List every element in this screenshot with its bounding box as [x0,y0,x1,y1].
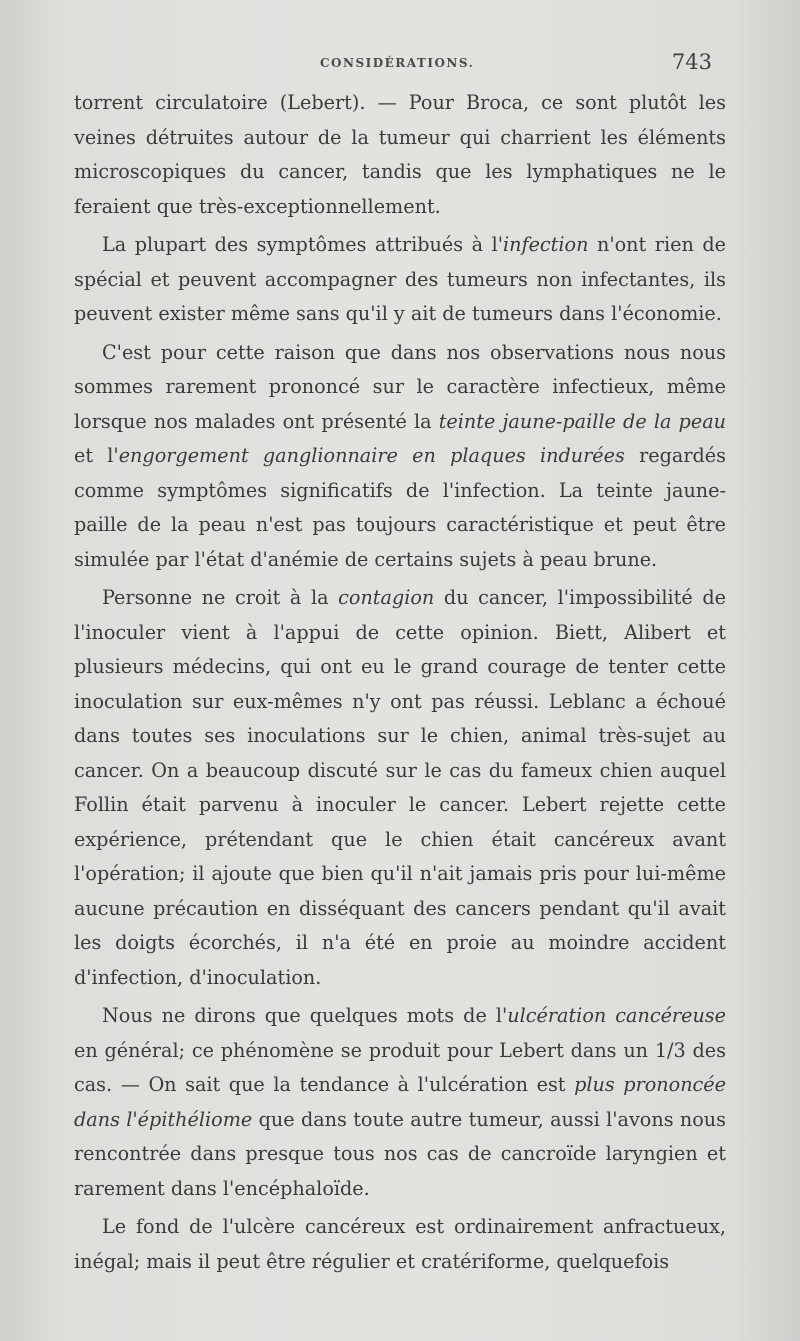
text-span: La plupart des symptômes attribués à l' [102,233,503,256]
italic-term-ulceration: ulcération cancéreuse [507,1004,727,1027]
running-head [72,50,720,84]
paragraph-5 [74,999,726,1206]
paragraph-4 [74,581,726,995]
page-number: 743 [671,50,712,74]
text-span: en général; ce phénomène se produit pour Lebert dans un 1/3 des cas. — On sait que la tendance à l'ulcération est [74,1038,726,1096]
paragraph-1 [74,86,726,224]
italic-term-contagion: contagion [338,586,435,609]
text-span: C'est pour cette raison que dans nos observations nous nous sommes rarement prononcé sur le caractère infectieux, même lorsque nos malades ont présenté la [74,340,726,433]
text-span: et l' [74,444,119,467]
paragraph-6 [74,1210,726,1279]
italic-term-engorgement: engorgement ganglionnaire en plaques indurées [118,444,625,467]
paragraph-3 [74,336,726,578]
italic-term-epitheliome: plus prononcée dans l'épithéliome [74,1073,727,1131]
text-span: du cancer, l'impossibilité de l'inoculer vient à l'appui de cette opinion. Biett, Alibert et plusieurs médecins, qui ont eu le grand courage de tenter cette inoculation sur eux-mêmes n'y ont pas réussi. Leblanc a échoué dans toutes ses inoculations sur le chien, animal très-sujet au cancer. On a beaucoup discuté sur le cas du fameux chien auquel Follin était parvenu à inoculer le cancer. Lebert rejette cette expérience, prétendant que le chien était cancéreux avant l'opération; il ajoute que bien qu'il n'ait jamais pris pour lui-même aucune précaution en disséquant des cancers pendant qu'il avait les doigts écorchés, il n'a été en proie au moindre accident d'infection, d'inoculation. [74,586,726,989]
text-span: que dans toute autre tumeur, aussi l'avons nous rencontrée dans presque tous nos cas de cancroïde laryngien et rarement dans l'encéphaloïde. [74,1107,726,1200]
running-title: CONSIDÉRATIONS. [320,56,475,70]
text-span: Nous ne dirons que quelques mots de l' [102,1004,508,1027]
text-span: regardés comme symptômes significatifs de l'infection. La teinte jaune-paille de la peau n'est pas toujours caractéristique et peut être simulée par l'état d'anémie de certains sujets à peau brune. [74,444,726,571]
italic-term-teinte: teinte jaune-paille de la peau [438,409,726,433]
italic-term-infection: infection [502,233,589,256]
body-text [74,86,726,1279]
text-span: n'ont rien de spécial et peuvent accompagner des tumeurs non infectantes, ils peuvent exister même sans qu'il y ait de tumeurs dans l'économie. [74,233,726,325]
paragraph-2 [74,228,726,332]
text-span: torrent circulatoire (Lebert). — Pour Broca, ce sont plutôt les veines détruites autour de la tumeur qui charrient les éléments microscopiques du cancer, tandis que les lymphatiques ne le feraient que très-exceptionnellement. [74,91,726,218]
text-span: Le fond de l'ulcère cancéreux est ordinairement anfractueux, inégal; mais il peut être régulier et cratériforme, quelquefois [74,1215,726,1273]
text-span: Personne ne croit à la [102,586,339,609]
